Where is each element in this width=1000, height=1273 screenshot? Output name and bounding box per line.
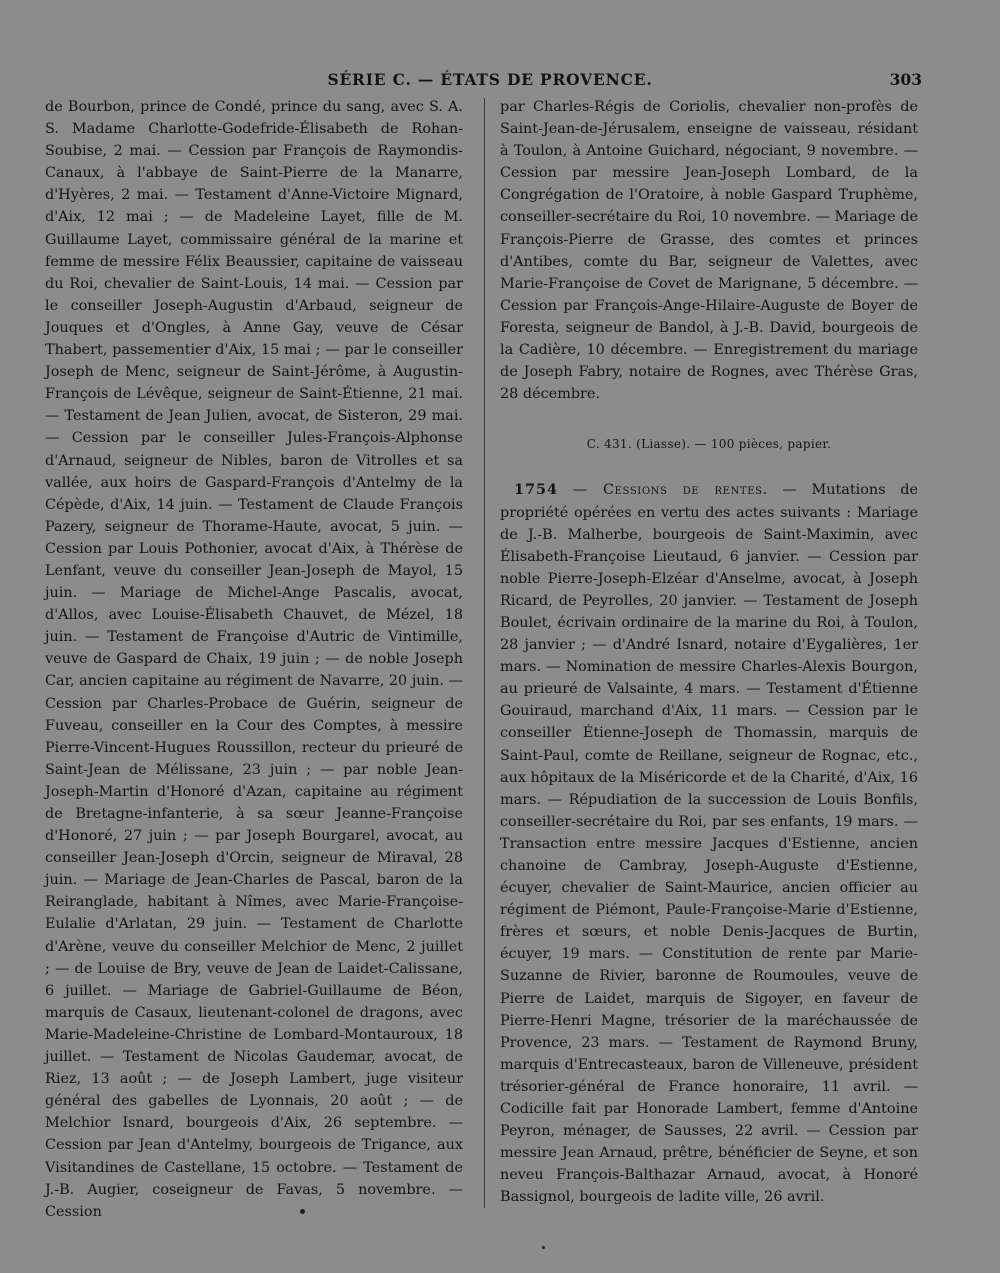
- left-column: [45, 96, 463, 1223]
- running-head: [0, 70, 1000, 96]
- page-number: 303: [889, 70, 922, 89]
- right-column: [500, 96, 918, 1209]
- ink-speck: [542, 1246, 545, 1249]
- column-divider: [484, 98, 485, 1208]
- entry-year: 1754: [514, 481, 559, 499]
- entry-text: — Mutations de propriété opérées en vertu des actes suivants : Mariage de J.-B. Malherbe, bourgeois de Saint-Maximin, avec Élisabeth-Françoise Lieutaud, 6 janvier. — Cession par noble Pierre-Joseph-Elzéar d'Anselme, avocat, à Joseph Ricard, de Peyrolles, 20 janvier. — Testament de Joseph Boulet, écrivain ordinaire de la marine du Roi, à Toulon, 28 janvier ; — d'André Isnard, notaire d'Eygalières, 1er mars. — Nomination de messire Charles-Alexis Bourgon, au prieuré de Valsainte, 4 mars. — Testament d'Étienne Gouiraud, marchand d'Aix, 11 mars. — Cession par le conseiller Étienne-Joseph de Thomassin, marquis de Saint-Paul, comte de Reillane, seigneur de Rognac, etc., aux hôpitaux de la Miséricorde et de la Charité, d'Aix, 16 mars. — Répudiation de la succession de Louis Bonfils, conseiller-secrétaire du Roi, par ses enfants, 19 mars. — Transaction entre messire Jacques d'Estienne, ancien chanoine de Cambray, Joseph-Auguste d'Estienne, écuyer, chevalier de Saint-Maurice, ancien officier au régiment de Piémont, Paule-Françoise-Marie d'Estienne, frères et sœurs, et noble Denis-Jacques de Burtin, écuyer, 19 mars. — Constitution de rente par Marie-Suzanne de Rivier, baronne de Roumoules, veuve de Pierre de Laidet, marquis de Sigoyer, en faveur de Pierre-Henri Magne, trésorier de la maréchaussée de Provence, 23 mars. — Testament de Raymond Bruny, marquis d'Entrecasteaux, baron de Villeneuve, président trésorier-général de France honoraire, 11 avril. — Codicille fait par Honorade Lambert, femme d'Antoine Peyron, ménager, de Sausses, 22 avril. — Cession par messire Jean Arnaud, prêtre, bénéficier de Seyne, et son neveu François-Balthazar Arnaud, avocat, à Honoré Bassignol, bourgeois de ladite ville, 26 avril.: [500, 482, 918, 1206]
- running-title: SÉRIE C. — ÉTATS DE PROVENCE.: [327, 70, 653, 89]
- right-column-paragraph-1: par Charles-Régis de Coriolis, chevalier non-profès de Saint-Jean-de-Jérusalem, enseigne de vaisseau, résidant à Toulon, à Antoine Guichard, négociant, 9 novembre. — Cession par messire Jean-Joseph Lombard, de la Congrégation de l'Oratoire, à noble Gaspard Truphème, conseiller-secrétaire du Roi, 10 novembre. — Mariage de François-Pierre de Grasse, des comtes et princes d'Antibes, comte du Bar, seigneur de Valettes, avec Marie-Françoise de Covet de Marignane, 5 décembre. — Cession par François-Ange-Hilaire-Auguste de Boyer de Foresta, seigneur de Bandol, à J.-B. David, bourgeois de la Cadière, 10 décembre. — Enregistrement du mariage de Joseph Fabry, notaire de Rognes, avec Thérèse Gras, 28 décembre.: [500, 99, 918, 403]
- source-note: C. 431. (Liasse). — 100 pièces, papier.: [586, 437, 832, 452]
- entry-1754: [500, 479, 918, 1208]
- ink-speck: [300, 1209, 305, 1214]
- entry-heading: — Cessions de rentes.: [572, 482, 768, 499]
- left-column-text: de Bourbon, prince de Condé, prince du sang, avec S. A. S. Madame Charlotte-Godefride-Élisabeth de Rohan-Soubise, 2 mai. — Cession par François de Raymondis-Canaux, à l'abbaye de Saint-Pierre de la Manarre, d'Hyères, 2 mai. — Testament d'Anne-Victoire Mignard, d'Aix, 12 mai ; — de Madeleine Layet, fille de M. Guillaume Layet, commissaire général de la marine et femme de messire Félix Beaussier, capitaine de vaisseau du Roi, chevalier de Saint-Louis, 14 mai. — Cession par le conseiller Joseph-Augustin d'Arbaud, seigneur de Jouques et d'Ongles, à Anne Gay, veuve de César Thabert, passementier d'Aix, 15 mai ; — par le conseiller Joseph de Menc, seigneur de Saint-Jérôme, à Augustin-François de Lévêque, seigneur de Saint-Étienne, 21 mai. — Testament de Jean Julien, avocat, de Sisteron, 29 mai. — Cession par le conseiller Jules-François-Alphonse d'Arnaud, seigneur de Nibles, baron de Vitrolles et sa vallée, aux hoirs de Gaspard-François d'Antelmy de la Cépède, d'Aix, 14 juin. — Testament de Claude François Pazery, seigneur de Thorame-Haute, avocat, 5 juin. — Cession par Louis Pothonier, avocat d'Aix, à Thérèse de Lenfant, veuve du conseiller Jean-Joseph de Mayol, 15 juin. — Mariage de Michel-Ange Pascalis, avocat, d'Allos, avec Louise-Élisabeth Chauvet, de Mézel, 18 juin. — Testament de Françoise d'Autric de Vintimille, veuve de Gaspard de Chaix, 19 juin ; — de noble Joseph Car, ancien capitaine au régiment de Navarre, 20 juin. — Cession par Charles-Probace de Guérin, seigneur de Fuveau, conseiller en la Cour des Comptes, à messire Pierre-Vincent-Hugues Roussillon, recteur du prieuré de Saint-Jean de Mélissane, 23 juin ; — par noble Jean-Joseph-Martin d'Honoré d'Azan, capitaine au régiment de Bretagne-infanterie, à sa sœur Jeanne-Françoise d'Honoré, 27 juin ; — par Joseph Bourgarel, avocat, au conseiller Jean-Joseph d'Orcin, seigneur de Miraval, 28 juin. — Mariage de Jean-Charles de Pascal, baron de la Reiranglade, habitant à Nîmes, avec Marie-Françoise-Eulalie d'Arlatan, 29 juin. — Testament de Charlotte d'Arène, veuve du conseiller Melchior de Menc, 2 juillet ; — de Louise de Bry, veuve de Jean de Laidet-Calissane, 6 juillet. — Mariage de Gabriel-Guillaume de Béon, marquis de Casaux, lieutenant-colonel de dragons, avec Marie-Madeleine-Christine de Lombard-Montauroux, 18 juillet. — Testament de Nicolas Gaudemar, avocat, de Riez, 13 août ; — de Joseph Lambert, juge visiteur général des gabelles de Lyonnais, 20 août ; — de Melchior Isnard, bourgeois d'Aix, 26 septembre. — Cession par Jean d'Antelmy, bourgeois de Trigance, aux Visitandines de Castellane, 15 octobre. — Testament de J.-B. Augier, coseigneur de Favas, 5 novembre. — Cession: [45, 99, 463, 1220]
